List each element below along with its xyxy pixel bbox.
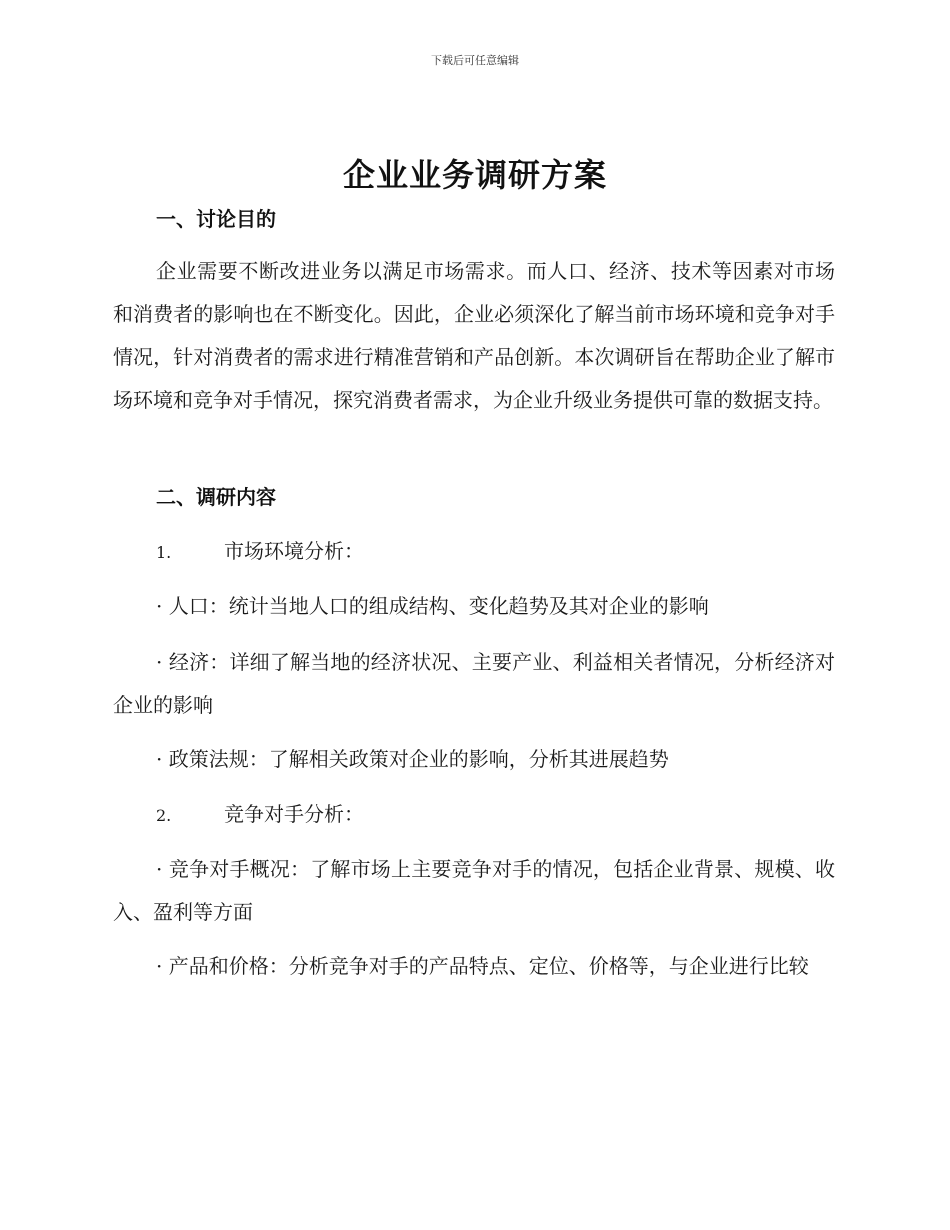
list-number: 2.: [156, 806, 172, 825]
list-item-label: 竞争对手分析：: [224, 802, 364, 826]
point-policy: · 政策法规：了解相关政策对企业的影响，分析其进展趋势: [156, 747, 669, 771]
purpose-paragraph: 企业需要不断改进业务以满足市场需求。而人口、经济、技术等因素对市场和消费者的影响也在不断变化。因此，企业必须深化了解当前市场环境和竞争对手情况，针对消费者的需求进行精准营销和产品创新。本次调研旨在帮助企业了解市场环境和竞争对手情况，探究消费者需求，为企业升级业务提供可靠的数据支持。: [113, 259, 835, 412]
list-item-market-analysis: [156, 530, 364, 574]
page-header-note: 下载后可任意编辑: [431, 54, 519, 67]
list-item-competitor-analysis: [156, 793, 364, 837]
list-number: 1.: [156, 543, 172, 562]
section-heading-content: 二、调研内容: [156, 485, 276, 509]
point-population: · 人口：统计当地人口的组成结构、变化趋势及其对企业的影响: [156, 594, 709, 618]
point-economy: · 经济：详细了解当地的经济状况、主要产业、利益相关者情况，分析经济对企业的影响: [113, 650, 835, 717]
point-product-price: · 产品和价格：分析竞争对手的产品特点、定位、价格等，与企业进行比较: [156, 954, 809, 978]
section-heading-purpose: 一、讨论目的: [156, 207, 276, 231]
point-competitor-overview: · 竞争对手概况：了解市场上主要竞争对手的情况，包括企业背景、规模、收入、盈利等方面: [113, 857, 835, 924]
document-title: 企业业务调研方案: [342, 156, 607, 194]
list-item-label: 市场环境分析：: [224, 539, 364, 563]
